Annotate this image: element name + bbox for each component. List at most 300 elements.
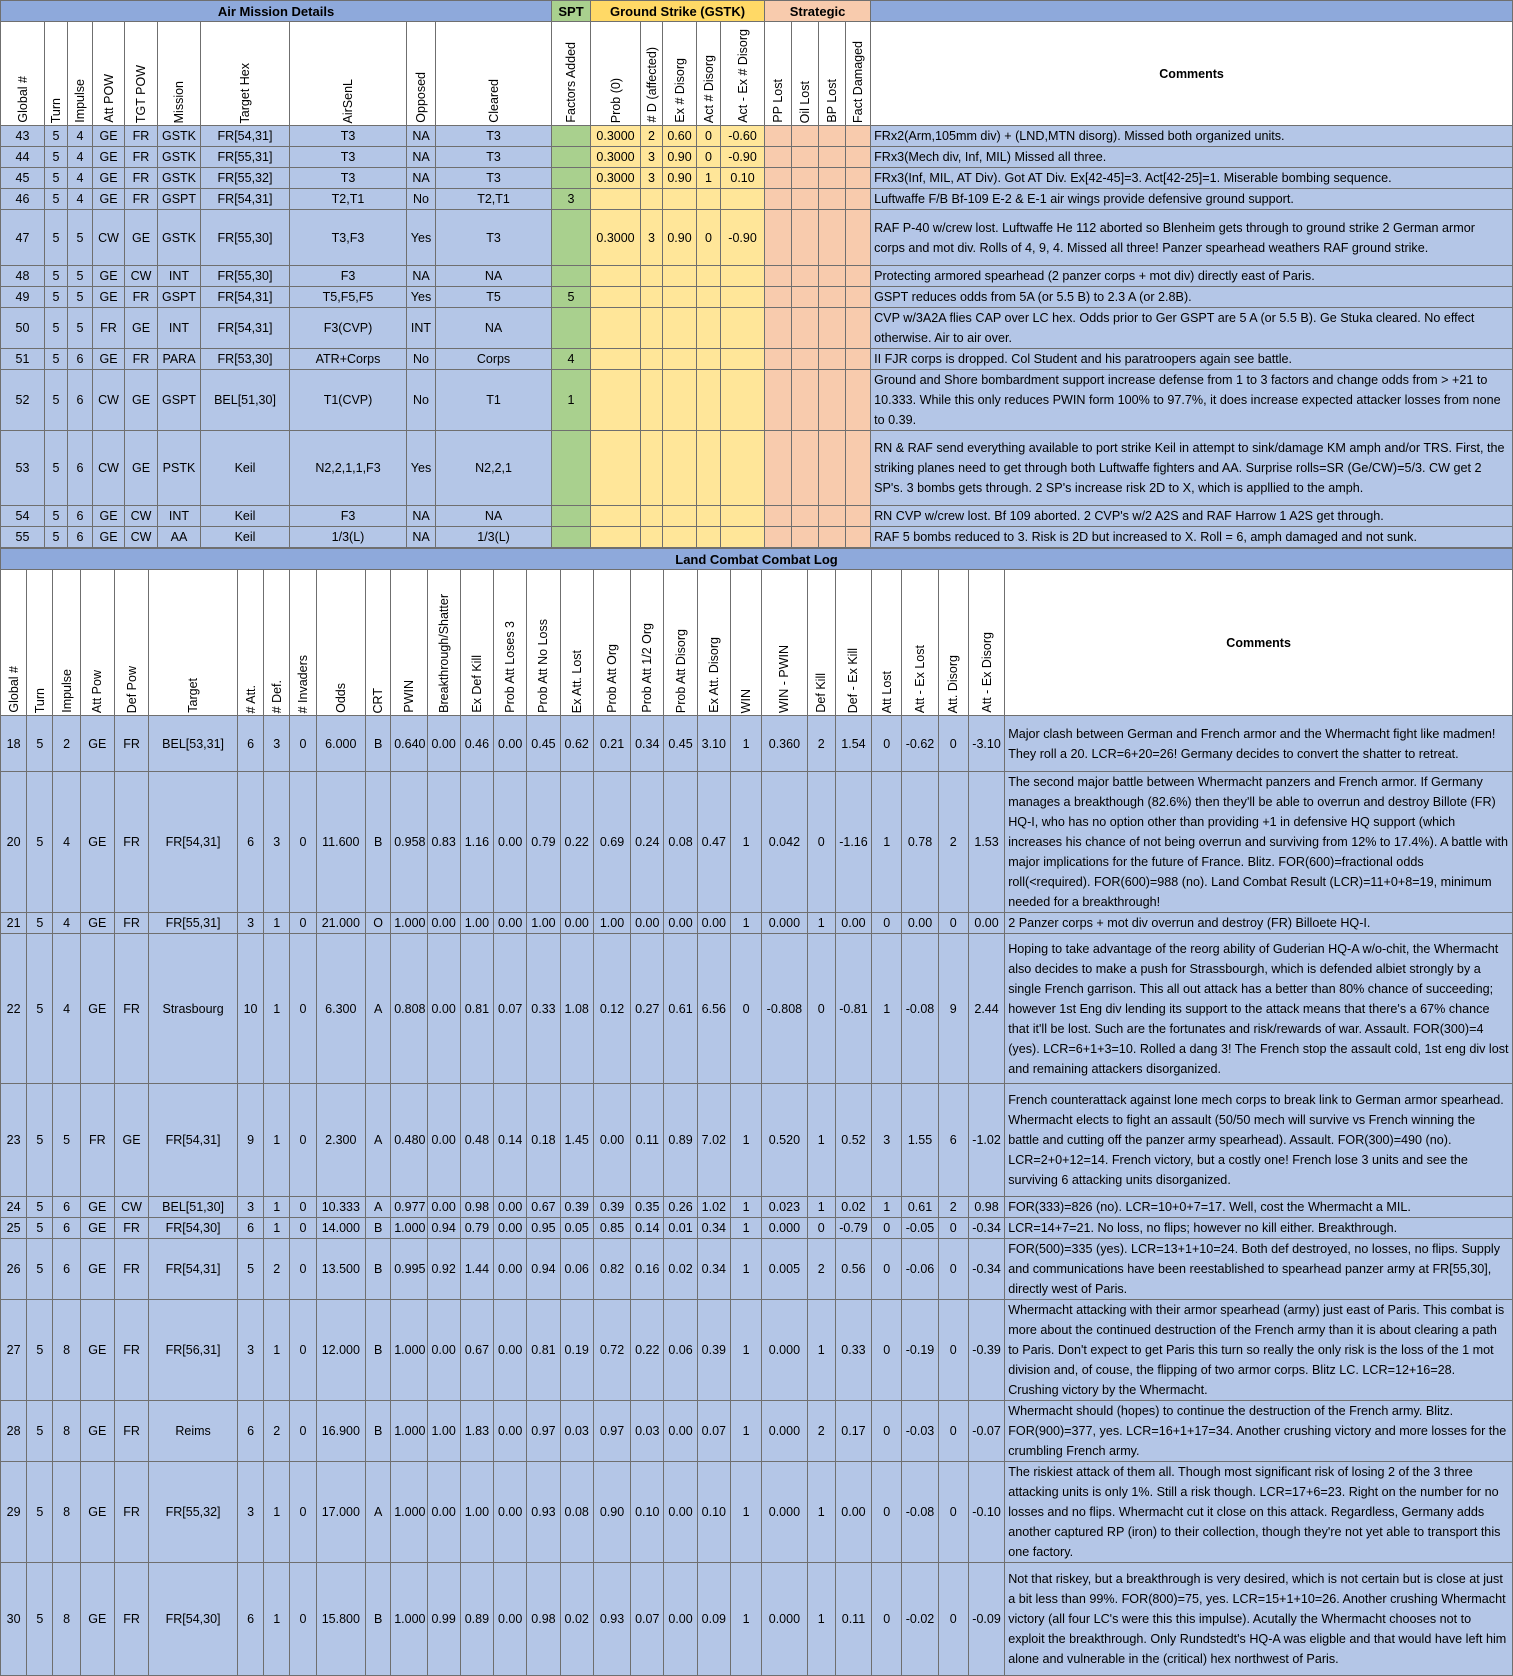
- land-header-label: Prob Att Disorg: [673, 628, 688, 713]
- air-cell-turn: 5: [45, 431, 68, 506]
- air-cell-fact-damaged: [846, 431, 871, 506]
- air-cell-mission: PSTK: [158, 431, 201, 506]
- air-cell-bp-lost: [819, 147, 846, 168]
- air-header-act-disorg: [697, 22, 721, 126]
- land-cell-def-ex-kill: 0.11: [835, 1563, 871, 1676]
- land-cell-att-ex-lost: -0.02: [902, 1563, 938, 1676]
- air-cell-tgt-pow: CW: [125, 527, 158, 548]
- land-cell-impulse: 4: [53, 913, 80, 934]
- land-cell-att-disorg: 0: [938, 1300, 968, 1401]
- air-cell-turn: 5: [45, 349, 68, 370]
- land-cell-def: 1: [264, 1197, 290, 1218]
- land-cell-att-disorg: 0: [938, 1563, 968, 1676]
- land-cell-turn: 5: [27, 1300, 53, 1401]
- air-comment-cell: FRx3(Inf, MIL, AT Div). Got AT Div. Ex[42-45]=3. Act[42-25]=1. Miserable bombing sequence.: [871, 168, 1513, 189]
- land-cell-prob-att-org: 1.00: [593, 913, 630, 934]
- air-cell-att-pow: FR: [93, 308, 125, 349]
- land-cell-target: FR[56,31]: [149, 1300, 238, 1401]
- land-cell-def-kill: 1: [807, 913, 835, 934]
- land-row: [1, 1239, 1513, 1300]
- land-cell-def: 1: [264, 913, 290, 934]
- land-header-att-pow: [80, 570, 114, 716]
- land-cell-att: 6: [237, 1401, 263, 1462]
- air-cell-target-hex: FR[54,31]: [201, 189, 290, 210]
- land-cell-prob-att-disorg: 0.00: [664, 1401, 697, 1462]
- land-cell-breakthrough-shatter: 0.94: [427, 1218, 460, 1239]
- air-cell-oil-lost: [792, 266, 819, 287]
- land-cell-breakthrough-shatter: 0.00: [427, 1197, 460, 1218]
- land-header-label: # Def.: [269, 679, 284, 713]
- land-comment-cell: FOR(500)=335 (yes). LCR=13+1+10=24. Both def destroyed, no losses, no flips. Supply and communications have been reestablished to spearhead panzer army at FR[55,30], directly west of Paris.: [1005, 1239, 1513, 1300]
- air-comment-cell: RN CVP w/crew lost. Bf 109 aborted. 2 CVP's w/2 A2S and RAF Harrow 1 A2S get through.: [871, 506, 1513, 527]
- air-comment-cell: RN & RAF send everything available to port strike Keil in attempt to sink/damage KM amph and/or TRS. First, the striking planes need to get through both Luftwaffe fighters and AA. Surprise rolls=SR (Ge/CW)=5/3. CW get 2 SP's. 3 bombs gets through. 2 SP's increase risk 2D to X, which is appllied to the amph.: [871, 431, 1513, 506]
- air-cell-target-hex: Keil: [201, 431, 290, 506]
- land-cell-odds: 17.000: [316, 1462, 365, 1563]
- air-cell-opposed: Yes: [407, 431, 436, 506]
- air-cell-tgt-pow: FR: [125, 349, 158, 370]
- land-cell-ex-att-disorg: 0.10: [697, 1462, 730, 1563]
- land-cell-global: 23: [1, 1084, 27, 1197]
- land-cell-att: 3: [237, 1462, 263, 1563]
- land-header-label: Ex Def Kill: [469, 655, 484, 713]
- air-cell-target-hex: FR[54,31]: [201, 126, 290, 147]
- land-cell-global: 18: [1, 716, 27, 772]
- land-cell-target: FR[54,30]: [149, 1218, 238, 1239]
- land-cell-att-disorg: 0: [938, 716, 968, 772]
- land-cell-def-pow: FR: [114, 1401, 148, 1462]
- air-mission-table: [0, 0, 1513, 548]
- land-header-label: Prob Att Loses 3: [503, 621, 518, 713]
- land-header-label: Att - Ex Disorg: [979, 632, 994, 713]
- air-cell-turn: 5: [45, 210, 68, 266]
- air-cell-turn: 5: [45, 506, 68, 527]
- land-cell-pwin: 1.000: [391, 1563, 427, 1676]
- air-cell-airsenl: F3: [290, 266, 407, 287]
- land-cell-att-lost: 0: [872, 716, 902, 772]
- air-header-prob-0: [591, 22, 641, 126]
- land-cell-att-pow: GE: [80, 1563, 114, 1676]
- land-cell-att: 6: [237, 1563, 263, 1676]
- land-cell-att-lost: 3: [872, 1084, 902, 1197]
- land-cell-att-disorg: 6: [938, 1084, 968, 1197]
- air-cell-fact-damaged: [846, 370, 871, 431]
- air-cell-act-ex-disorg: [721, 308, 765, 349]
- land-cell-att-ex-lost: 0.61: [902, 1197, 938, 1218]
- land-cell-prob-att-org: 0.69: [593, 772, 630, 913]
- air-cell-airsenl: N2,2,1,1,F3: [290, 431, 407, 506]
- land-header-global: [1, 570, 27, 716]
- land-cell-att-pow: GE: [80, 1401, 114, 1462]
- land-row: [1, 716, 1513, 772]
- air-row: [1, 349, 1513, 370]
- air-cell-act-ex-disorg: [721, 266, 765, 287]
- land-cell-win-pwin: 0.023: [762, 1197, 807, 1218]
- land-comment-cell: The second major battle between Whermacht panzers and French armor. If Germany manages a breakthough (82.6%) then they'll be able to overrun and destroy Billote (FR) HQ-I, who has no option other than providing +1 in defensive HQ support (which increases his chance of not being overrun and surviving from 12% to 17.4%). A battle with major implications for the future of France. Blitz. FOR(600)=fractional odds roll(<required). FOR(600)=988 (no). Land Combat Result (LCR)=11+0+8=19, minimum needed for a breakthrough!: [1005, 772, 1513, 913]
- land-cell-att-pow: GE: [80, 1462, 114, 1563]
- land-cell-def-kill: 1: [807, 1563, 835, 1676]
- land-row: [1, 934, 1513, 1084]
- land-cell-prob-att-org: 0.90: [593, 1462, 630, 1563]
- air-cell-opposed: Yes: [407, 210, 436, 266]
- air-row: [1, 527, 1513, 548]
- land-cell-turn: 5: [27, 716, 53, 772]
- land-header-def-kill: [807, 570, 835, 716]
- land-cell-att-ex-disorg: -0.39: [968, 1300, 1004, 1401]
- land-cell-att-lost: 0: [872, 1462, 902, 1563]
- air-cell-tgt-pow: FR: [125, 147, 158, 168]
- land-cell-att-pow: GE: [80, 1218, 114, 1239]
- land-cell-def-pow: FR: [114, 1563, 148, 1676]
- land-cell-prob-att-disorg: 0.02: [664, 1239, 697, 1300]
- air-cell-impulse: 6: [68, 370, 93, 431]
- land-cell-invaders: 0: [290, 1462, 316, 1563]
- land-cell-prob-att-loses-3: 0.00: [494, 1563, 527, 1676]
- land-cell-win-pwin: -0.808: [762, 934, 807, 1084]
- air-cell-target-hex: FR[55,30]: [201, 210, 290, 266]
- land-cell-def: 3: [264, 716, 290, 772]
- land-cell-prob-att-disorg: 0.00: [664, 913, 697, 934]
- land-cell-win-pwin: 0.360: [762, 716, 807, 772]
- land-cell-def-ex-kill: 0.17: [835, 1401, 871, 1462]
- land-header-odds: [316, 570, 365, 716]
- air-header-label: PP Lost: [771, 79, 786, 123]
- air-cell-mission: PARA: [158, 349, 201, 370]
- land-cell-att-lost: 0: [872, 913, 902, 934]
- land-cell-win: 1: [730, 1300, 761, 1401]
- land-cell-ex-att-disorg: 0.34: [697, 1218, 730, 1239]
- air-cell-tgt-pow: CW: [125, 266, 158, 287]
- air-row: [1, 147, 1513, 168]
- air-cell-impulse: 5: [68, 266, 93, 287]
- land-header-prob-att-no-loss: [527, 570, 560, 716]
- air-row: [1, 126, 1513, 147]
- air-cell-act-disorg: 1: [697, 168, 721, 189]
- air-cell-global: 55: [1, 527, 45, 548]
- land-cell-crt: A: [366, 1084, 391, 1197]
- land-cell-odds: 11.600: [316, 772, 365, 913]
- air-row: [1, 431, 1513, 506]
- land-header-att: [237, 570, 263, 716]
- land-cell-att-lost: 1: [872, 772, 902, 913]
- air-cell-airsenl: F3: [290, 506, 407, 527]
- land-cell-def-pow: CW: [114, 1197, 148, 1218]
- land-cell-target: Strasbourg: [149, 934, 238, 1084]
- land-cell-win-pwin: 0.005: [762, 1239, 807, 1300]
- air-cell-bp-lost: [819, 189, 846, 210]
- land-cell-prob-att-loses-3: 0.00: [494, 1197, 527, 1218]
- land-row: [1, 1197, 1513, 1218]
- air-row: [1, 287, 1513, 308]
- air-header-airsenl: [290, 22, 407, 126]
- air-cell-turn: 5: [45, 147, 68, 168]
- land-cell-prob-att-org: 0.82: [593, 1239, 630, 1300]
- air-cell-turn: 5: [45, 189, 68, 210]
- land-cell-prob-att-loses-3: 0.00: [494, 1300, 527, 1401]
- land-cell-def-kill: 1: [807, 1462, 835, 1563]
- air-cell-prob-0: [591, 349, 641, 370]
- land-combat-body: [1, 716, 1513, 1676]
- air-header-impulse: [68, 22, 93, 126]
- land-header-win: [730, 570, 761, 716]
- air-cell-prob-0: [591, 266, 641, 287]
- air-cell-cleared: T3: [436, 168, 552, 189]
- air-cell-turn: 5: [45, 126, 68, 147]
- air-cell-cleared: T3: [436, 147, 552, 168]
- air-cell-global: 43: [1, 126, 45, 147]
- air-cell-fact-damaged: [846, 527, 871, 548]
- air-cell-att-pow: GE: [93, 527, 125, 548]
- land-cell-prob-att-org: 0.85: [593, 1218, 630, 1239]
- land-header-label: Odds: [333, 683, 348, 713]
- land-comment-cell: Whermacht attacking with their armor spearhead (army) just east of Paris. This combat is more about the continued destruction of the French army than it is about clearing a path to Paris. Don't expect to get Paris this turn so really the only risk is the loss of the 1 mot division and, of couse, the flipping of two armor corps. Blitz LC. LCR=12+16=28. Crushing victory by the Whermacht.: [1005, 1300, 1513, 1401]
- air-cell-turn: 5: [45, 370, 68, 431]
- air-comment-cell: II FJR corps is dropped. Col Student and his paratroopers again see battle.: [871, 349, 1513, 370]
- land-cell-ex-def-kill: 0.89: [460, 1563, 493, 1676]
- land-cell-att-lost: 0: [872, 1300, 902, 1401]
- land-header-label: WIN - PWIN: [777, 644, 792, 713]
- air-header-label: Act # Disorg: [701, 54, 716, 123]
- land-cell-prob-att-no-loss: 1.00: [527, 913, 560, 934]
- air-cell-ex-disorg: [663, 506, 697, 527]
- land-cell-def: 2: [264, 1401, 290, 1462]
- land-cell-prob-att-1-2-org: 0.10: [631, 1462, 664, 1563]
- air-cell-bp-lost: [819, 210, 846, 266]
- land-cell-odds: 12.000: [316, 1300, 365, 1401]
- land-cell-turn: 5: [27, 1462, 53, 1563]
- land-cell-ex-att-disorg: 0.09: [697, 1563, 730, 1676]
- air-cell-airsenl: T2,T1: [290, 189, 407, 210]
- land-cell-ex-att-disorg: 0.39: [697, 1300, 730, 1401]
- land-cell-def: 1: [264, 1563, 290, 1676]
- air-cell-ex-disorg: [663, 287, 697, 308]
- land-cell-win: 1: [730, 1218, 761, 1239]
- air-cell-tgt-pow: GE: [125, 431, 158, 506]
- air-cell-impulse: 5: [68, 287, 93, 308]
- land-cell-global: 20: [1, 772, 27, 913]
- air-cell-ex-disorg: [663, 266, 697, 287]
- land-cell-att: 9: [237, 1084, 263, 1197]
- land-header-crt: [366, 570, 391, 716]
- land-header-label: Turn: [32, 687, 47, 713]
- air-cell-act-disorg: [697, 349, 721, 370]
- land-cell-def-pow: FR: [114, 913, 148, 934]
- land-cell-odds: 21.000: [316, 913, 365, 934]
- land-cell-prob-att-disorg: 0.00: [664, 1462, 697, 1563]
- air-header-label: Cleared: [486, 79, 501, 123]
- land-cell-crt: B: [366, 772, 391, 913]
- land-cell-impulse: 5: [53, 1084, 80, 1197]
- air-cell-airsenl: T3: [290, 126, 407, 147]
- land-cell-prob-att-disorg: 0.01: [664, 1218, 697, 1239]
- air-cell-factors-added: 4: [552, 349, 591, 370]
- land-cell-prob-att-loses-3: 0.00: [494, 772, 527, 913]
- air-comment-cell: FRx3(Mech div, Inf, MIL) Missed all three.: [871, 147, 1513, 168]
- air-cell-att-pow: GE: [93, 168, 125, 189]
- air-cell-pp-lost: [765, 431, 792, 506]
- air-cell-att-pow: GE: [93, 126, 125, 147]
- land-cell-att: 6: [237, 716, 263, 772]
- land-cell-odds: 6.000: [316, 716, 365, 772]
- land-comment-cell: Whermacht should (hopes) to continue the destruction of the French army. Blitz. FOR(900)=377, yes. LCR=16+1+17=34. Another crushing victory and more losses for the crumbling French army.: [1005, 1401, 1513, 1462]
- land-cell-prob-att-loses-3: 0.14: [494, 1084, 527, 1197]
- land-cell-win-pwin: 0.000: [762, 1218, 807, 1239]
- land-header-prob-att-disorg: [664, 570, 697, 716]
- land-header-turn: [27, 570, 53, 716]
- land-header-label: # Invaders: [296, 654, 310, 713]
- land-cell-def-kill: 2: [807, 716, 835, 772]
- land-cell-pwin: 1.000: [391, 1462, 427, 1563]
- land-cell-target: FR[54,30]: [149, 1563, 238, 1676]
- air-header-label: Att POW: [101, 74, 116, 123]
- land-cell-prob-att-org: 0.12: [593, 934, 630, 1084]
- land-cell-att-ex-lost: -0.08: [902, 1462, 938, 1563]
- land-cell-def-kill: 1: [807, 1197, 835, 1218]
- land-header-def-ex-kill: [835, 570, 871, 716]
- land-cell-att-disorg: 9: [938, 934, 968, 1084]
- air-cell-bp-lost: [819, 527, 846, 548]
- land-cell-breakthrough-shatter: 0.83: [427, 772, 460, 913]
- air-cell-airsenl: T3,F3: [290, 210, 407, 266]
- air-cell-opposed: No: [407, 370, 436, 431]
- air-cell-factors-added: [552, 147, 591, 168]
- land-cell-att-ex-disorg: -3.10: [968, 716, 1004, 772]
- land-cell-global: 29: [1, 1462, 27, 1563]
- air-cell-pp-lost: [765, 147, 792, 168]
- land-cell-att: 6: [237, 772, 263, 913]
- land-cell-odds: 2.300: [316, 1084, 365, 1197]
- air-header-pp-lost: [765, 22, 792, 126]
- air-header-label: AirSenL: [341, 78, 355, 123]
- land-combat-table: [0, 548, 1513, 1676]
- land-comment-cell: LCR=14+7=21. No loss, no flips; however no kill either. Breakthrough.: [1005, 1218, 1513, 1239]
- land-cell-def-ex-kill: 0.56: [835, 1239, 871, 1300]
- land-cell-crt: B: [366, 1300, 391, 1401]
- air-cell-act-ex-disorg: [721, 431, 765, 506]
- air-cell-act-ex-disorg: 0.10: [721, 168, 765, 189]
- land-cell-def-pow: FR: [114, 716, 148, 772]
- land-cell-pwin: 0.995: [391, 1239, 427, 1300]
- air-cell-oil-lost: [792, 287, 819, 308]
- land-cell-impulse: 4: [53, 934, 80, 1084]
- air-cell-target-hex: BEL[51,30]: [201, 370, 290, 431]
- land-cell-att-lost: 1: [872, 934, 902, 1084]
- air-cell-pp-lost: [765, 506, 792, 527]
- land-cell-prob-att-no-loss: 0.93: [527, 1462, 560, 1563]
- land-cell-win: 1: [730, 772, 761, 913]
- land-title-row: [1, 549, 1513, 570]
- air-cell-opposed: No: [407, 189, 436, 210]
- land-header-def: [264, 570, 290, 716]
- land-header-label: Att Pow: [90, 669, 105, 713]
- air-cell-mission: GSPT: [158, 370, 201, 431]
- air-cell-global: 49: [1, 287, 45, 308]
- land-cell-odds: 13.500: [316, 1239, 365, 1300]
- land-cell-att-ex-lost: 0.78: [902, 772, 938, 913]
- land-cell-def-kill: 0: [807, 1218, 835, 1239]
- land-cell-prob-att-1-2-org: 0.03: [631, 1401, 664, 1462]
- land-cell-ex-def-kill: 0.79: [460, 1218, 493, 1239]
- air-row: [1, 266, 1513, 287]
- land-cell-att-ex-lost: 1.55: [902, 1084, 938, 1197]
- air-cell-global: 51: [1, 349, 45, 370]
- air-cell-bp-lost: [819, 431, 846, 506]
- land-cell-att-ex-lost: -0.62: [902, 716, 938, 772]
- land-cell-pwin: 1.000: [391, 1401, 427, 1462]
- air-header-label: Act - Ex # Disorg: [735, 29, 750, 123]
- air-cell-act-ex-disorg: -0.90: [721, 210, 765, 266]
- air-cell-fact-damaged: [846, 308, 871, 349]
- land-cell-prob-att-disorg: 0.00: [664, 1563, 697, 1676]
- air-cell-tgt-pow: FR: [125, 168, 158, 189]
- land-cell-att-disorg: 2: [938, 772, 968, 913]
- air-cell-mission: AA: [158, 527, 201, 548]
- land-cell-att-ex-lost: -0.05: [902, 1218, 938, 1239]
- land-cell-prob-att-no-loss: 0.98: [527, 1563, 560, 1676]
- air-header-label: Ex # Disorg: [672, 58, 687, 123]
- land-cell-crt: B: [366, 1218, 391, 1239]
- land-header-invaders: [290, 570, 316, 716]
- air-cell-target-hex: Keil: [201, 527, 290, 548]
- land-header-row: [1, 570, 1513, 716]
- land-cell-global: 26: [1, 1239, 27, 1300]
- air-cell-ex-disorg: [663, 370, 697, 431]
- air-title-row: [1, 1, 1513, 22]
- land-cell-global: 28: [1, 1401, 27, 1462]
- land-cell-def: 1: [264, 1218, 290, 1239]
- air-header-tgt-pow: [125, 22, 158, 126]
- air-cell-tgt-pow: FR: [125, 287, 158, 308]
- land-cell-global: 25: [1, 1218, 27, 1239]
- land-cell-prob-att-loses-3: 0.00: [494, 1218, 527, 1239]
- air-cell-ex-disorg: [663, 189, 697, 210]
- air-header-label: Impulse: [73, 79, 87, 123]
- land-header-att-disorg: [938, 570, 968, 716]
- air-cell-impulse: 6: [68, 349, 93, 370]
- land-cell-att-ex-lost: -0.03: [902, 1401, 938, 1462]
- air-cell-factors-added: 5: [552, 287, 591, 308]
- land-cell-breakthrough-shatter: 0.99: [427, 1563, 460, 1676]
- land-cell-pwin: 0.640: [391, 716, 427, 772]
- air-cell-factors-added: [552, 527, 591, 548]
- land-cell-win-pwin: 0.042: [762, 772, 807, 913]
- land-cell-crt: A: [366, 1462, 391, 1563]
- land-cell-att-pow: GE: [80, 1239, 114, 1300]
- air-cell-fact-damaged: [846, 168, 871, 189]
- air-cell-act-disorg: 0: [697, 210, 721, 266]
- air-cell-bp-lost: [819, 349, 846, 370]
- air-header-d-affected: [641, 22, 663, 126]
- land-cell-invaders: 0: [290, 1239, 316, 1300]
- air-cell-impulse: 6: [68, 527, 93, 548]
- land-row: [1, 1300, 1513, 1401]
- air-cell-d-affected: [641, 506, 663, 527]
- air-cell-act-ex-disorg: [721, 527, 765, 548]
- land-cell-def-pow: GE: [114, 1084, 148, 1197]
- air-cell-bp-lost: [819, 506, 846, 527]
- land-cell-prob-att-no-loss: 0.94: [527, 1239, 560, 1300]
- land-cell-breakthrough-shatter: 0.92: [427, 1239, 460, 1300]
- land-cell-prob-att-1-2-org: 0.16: [631, 1239, 664, 1300]
- land-cell-prob-att-loses-3: 0.00: [494, 1239, 527, 1300]
- air-cell-airsenl: T3: [290, 168, 407, 189]
- land-cell-att-disorg: 0: [938, 1218, 968, 1239]
- air-header-bp-lost: [819, 22, 846, 126]
- air-cell-ex-disorg: 0.90: [663, 168, 697, 189]
- land-cell-pwin: 1.000: [391, 1300, 427, 1401]
- air-header-global: [1, 22, 45, 126]
- air-header-label: Opposed: [414, 72, 428, 123]
- air-cell-impulse: 5: [68, 308, 93, 349]
